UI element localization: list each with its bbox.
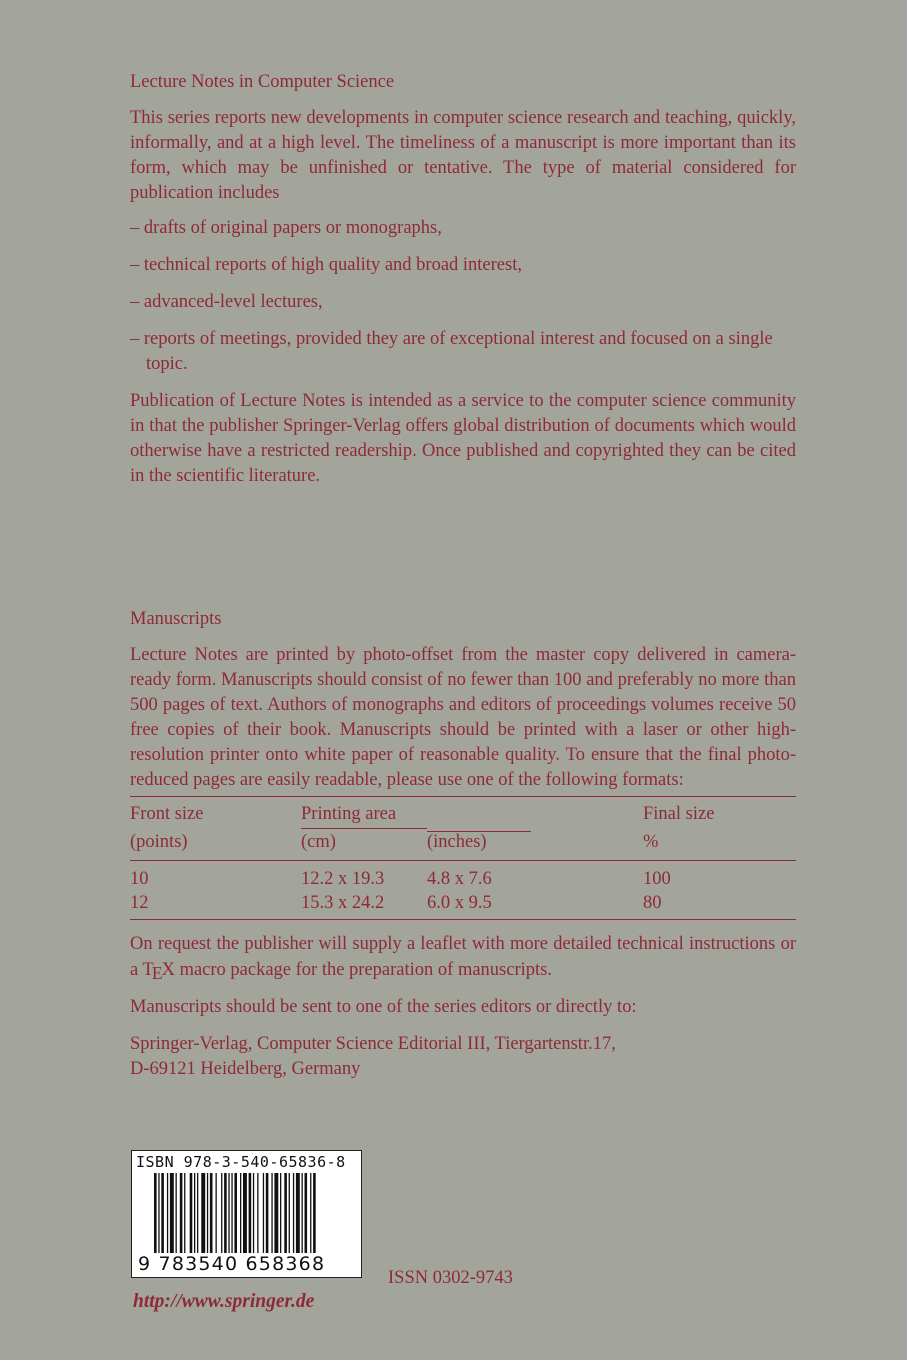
request-paragraph — [130, 932, 796, 983]
table-cell: 4.8 x 7.6 — [427, 861, 643, 892]
publisher-url[interactable]: http://www.springer.de — [133, 1291, 315, 1312]
table-subheader: (inches) — [427, 831, 531, 853]
issn-number: ISSN 0302-9743 — [388, 1268, 513, 1288]
table-header: Printing area — [301, 797, 643, 829]
table-subheader-inches — [427, 829, 643, 861]
list-item: – advanced-level lectures, — [130, 292, 323, 312]
formats-table — [130, 796, 796, 920]
series-heading: Lecture Notes in Computer Science — [130, 72, 395, 92]
material-list — [130, 216, 796, 377]
back-cover-text — [130, 70, 796, 1082]
table-header: Front size — [130, 797, 301, 829]
list-item: – drafts of original papers or monographs, — [130, 218, 442, 238]
request-text: On request the publisher will supply a leaflet with more detailed technical instructions or a — [130, 934, 796, 980]
publication-paragraph: Publication of Lecture Notes is intended as a service to the computer science community in that the publisher Springer-Verlag offers global distribution of documents which would otherwise have a restricted readership. Once published and copyrighted they can be cited in the scientific literature. — [130, 391, 796, 486]
list-item: – reports of meetings, provided they are of exceptional interest and focused on a single topic. — [130, 329, 773, 374]
send-paragraph: Manuscripts should be sent to one of the series editors or directly to: — [130, 997, 637, 1017]
table-cell: 10 — [130, 861, 301, 892]
table-subheader: (cm) — [301, 829, 427, 861]
table-header-row — [130, 797, 796, 829]
table-cell: 100 — [643, 861, 796, 892]
table-subheader-row — [130, 829, 796, 861]
manuscripts-body: Lecture Notes are printed by photo-offset from the master copy delivered in camera-ready form. Manuscripts should consist of no fewer than 100 and preferably no more than 500 pages of text. Authors of monographs and editors of proceedings volumes receive 50 free copies of their book. Manuscripts should be printed with a laser or other high-resolution printer onto white paper of reasonable quality. To ensure that the final photo-reduced pages are easily readable, please use one of the following formats: — [130, 645, 796, 790]
request-text-end: macro package for the preparation of manuscripts. — [174, 960, 552, 980]
table-cell: 12 — [130, 891, 301, 920]
table-subheader: % — [643, 831, 659, 852]
tex-logo: TEX — [142, 960, 175, 983]
address-line: D-69121 Heidelberg, Germany — [130, 1059, 361, 1079]
series-intro: This series reports new developments in computer science research and teaching, quickly, informally, and at a high level. The timeliness of a manuscript is more important than its form, which may be unfinished or tentative. The type of material considered for publication includes — [130, 108, 796, 203]
table-cell: 6.0 x 9.5 — [427, 891, 643, 920]
table-cell: 80 — [643, 891, 796, 920]
list-item: – technical reports of high quality and broad interest, — [130, 255, 522, 275]
address-line: Springer-Verlag, Computer Science Editorial III, Tiergartenstr.17, — [130, 1034, 616, 1054]
table-row — [130, 861, 796, 892]
manuscripts-heading: Manuscripts — [130, 609, 222, 629]
table-subheader: (points) — [130, 831, 188, 852]
table-cell: 15.3 x 24.2 — [301, 891, 427, 920]
table-header: Final size — [643, 797, 796, 829]
table-cell: 12.2 x 19.3 — [301, 861, 427, 892]
ean-digits: 9 783540 658368 — [138, 1253, 326, 1275]
isbn-number: ISBN 978-3-540-65836-8 — [136, 1153, 346, 1171]
table-row — [130, 891, 796, 920]
isbn-barcode — [131, 1150, 362, 1278]
barcode-icon — [154, 1173, 344, 1253]
